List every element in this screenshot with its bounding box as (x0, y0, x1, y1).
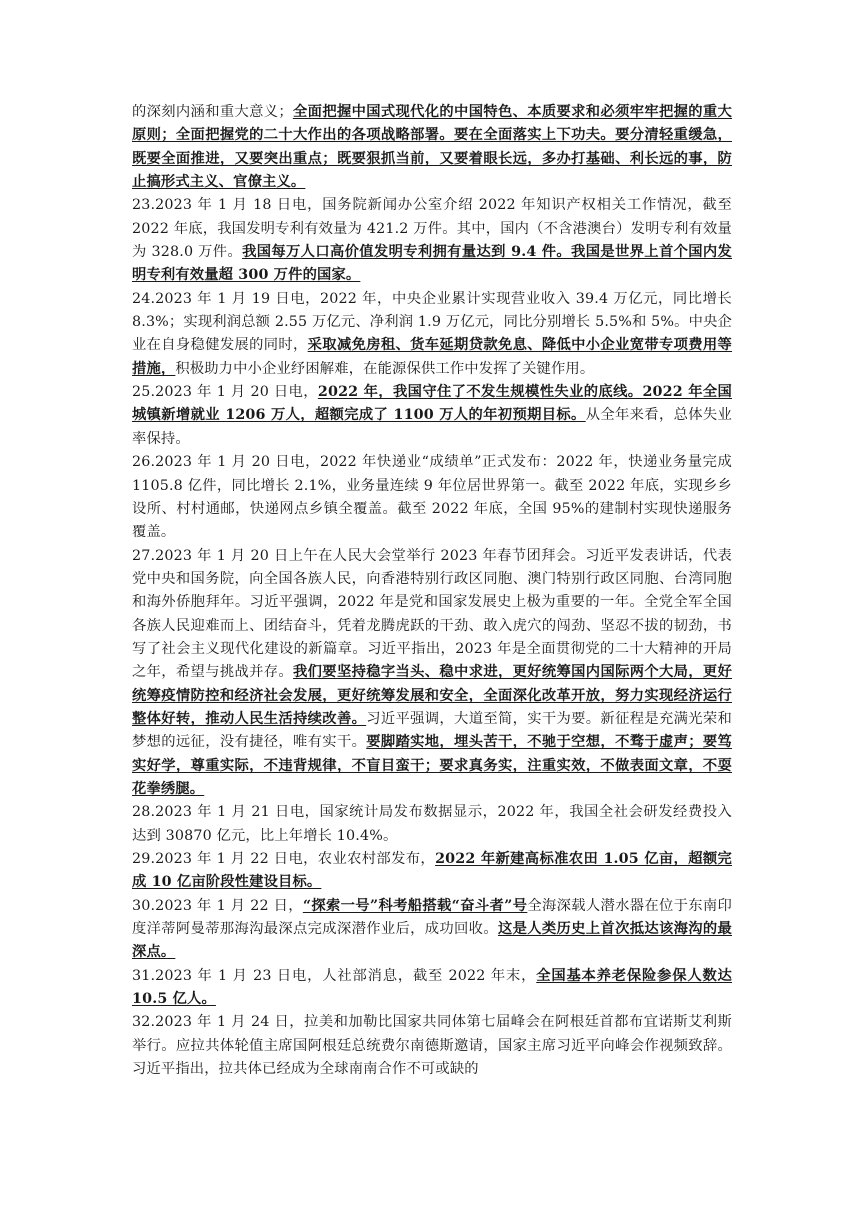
paragraph (132, 451, 732, 544)
emphasized-text: 采取减免房租、货车延期贷款免息、降低中小企业宽带专项费用等措施， (132, 337, 732, 377)
paragraph (132, 381, 732, 451)
paragraph (132, 194, 732, 287)
emphasized-text: 全国基本养老保险参保人数达 10.5 亿人。 (132, 967, 733, 1008)
body-text: 23.2023 年 1 月 18 日电，国务院新闻办公室介绍 2022 年知识产权相关工作情况，截至 2022 年底，我国发明专利有效量为 421.2 万件。其中，国内（不含港澳台）发明专利有效量为 328.0 万件。 (132, 197, 732, 261)
document-page (132, 101, 732, 1081)
paragraph (132, 895, 732, 965)
body-text: 29.2023 年 1 月 22 日电，农业农村部发布， (132, 851, 436, 867)
body-text: 28.2023 年 1 月 21 日电，国家统计局发布数据显示，2022 年，我国全社会研发经费投入达到 30870 亿元，比上年增长 10.4%。 (132, 804, 732, 844)
body-text: 32.2023 年 1 月 24 日，拉美和加勒比国家共同体第七届峰会在阿根廷首都布宜诺斯艾利斯举行。应拉共体轮值主席国阿根廷总统费尔南德斯邀请，国家主席习近平向峰会作视频致辞。习近平指出，拉共体已经成为全球南南合作不可或缺的 (132, 1014, 732, 1078)
body-text: 31.2023 年 1 月 23 日电，人社部消息，截至 2022 年末， (132, 967, 537, 984)
body-text: 从全年来看，总体失业率保持。 (132, 407, 732, 447)
body-text: 27.2023 年 1 月 20 日上午在人民大会堂举行 2023 年春节团拜会。习近平发表讲话，代表党中央和国务院，向全国各族人民，向香港特别行政区同胞、澳门特别行政区同胞、台湾同胞和海外侨胞拜年。习近平强调，2022 年是党和国家发展史上极为重要的一年。全党全军全国各族人民迎难而上、团结奋斗，凭着龙腾虎跃的干劲、敢入虎穴的闯劲、坚忍不拔的韧劲，书写了社会主义现代化建设的新篇章。习近平指出，2023 年是全面贯彻党的二十大精神的开局之年，希望与挑战并存。 (132, 547, 732, 681)
body-text: 26.2023 年 1 月 20 日电，2022 年快递业“成绩单”正式发布：2022 年，快递业务量完成 1105.8 亿件，同比增长 2.1%，业务量连续 9 年位居世界第一。截至 2022 年底，实现乡乡设所、村村通邮，快递网点乡镇全覆盖。截至 2022 年底，全国 95%的建制村实现快递服务覆盖。 (132, 454, 732, 541)
paragraph (132, 101, 732, 194)
paragraph (132, 965, 732, 1012)
emphasized-text: 这是人类历史上首次抵达该海沟的最深点。 (132, 921, 732, 961)
emphasized-text: 全面把握中国式现代化的中国特色、本质要求和必须牢牢把握的重大原则；全面把握党的二十大作出的各项战略部署。要在全面落实上下功夫。要分清轻重缓急，既要全面推进，又要突出重点；既要狠抓当前，又要着眼长远，多办打基础、利长远的事，防止搞形式主义、官僚主义。 (132, 104, 733, 191)
body-text: 积极助力中小企业纾困解难，在能源保供工作中发挥了关键作用。 (175, 360, 595, 377)
paragraph (132, 1011, 732, 1081)
body-text: 25.2023 年 1 月 20 日电， (132, 384, 318, 401)
body-text: 习近平强调，大道至简，实干为要。新征程是充满光荣和梦想的远征，没有捷径，唯有实干。 (132, 710, 732, 751)
body-text: 的深刻内涵和重大意义； (132, 104, 293, 120)
body-text: 30.2023 年 1 月 22 日， (132, 897, 303, 914)
emphasized-text: 我们要坚持稳字当头、稳中求进，更好统筹国内国际两个大局，更好统筹疫情防控和经济社会发展，更好统筹发展和安全，全面深化改革开放，努力实现经济运行整体好转，推动人民生活持续改善。 (132, 664, 732, 727)
paragraph (132, 848, 732, 895)
body-text: 24.2023 年 1 月 19 日电，2022 年，中央企业累计实现营业收入 39.4 万亿元，同比增长 8.3%；实现利润总额 2.55 万亿元、净利润 1.9 万亿元，同比分别增长 5.5%和 5%。中央企业在自身稳健发展的同时， (132, 290, 732, 354)
emphasized-text: 2022 年新建高标准农田 1.05 亿亩，超额完成 10 亿亩阶段性建设目标。 (132, 851, 732, 891)
paragraph (132, 545, 732, 802)
paragraph (132, 288, 732, 381)
body-text: 全海深载人潜水器在位于东南印度洋蒂阿曼蒂那海沟最深点完成深潜作业后，成功回收。 (132, 897, 732, 938)
emphasized-text: “探索一号”科考船搭载“奋斗者”号 (302, 897, 528, 914)
emphasized-text: 2022 年，我国守住了不发生规模性失业的底线。2022 年全国城镇新增就业 1206 万人，超额完成了 1100 万人的年初预期目标。 (132, 384, 732, 424)
paragraph (132, 801, 732, 848)
emphasized-text: 我国每万人口高价值发明专利拥有量达到 9.4 件。我国是世界上首个国内发明专利有效量超 300 万件的国家。 (132, 244, 732, 284)
emphasized-text: 要脚踏实地，埋头苦干，不驰于空想，不骛于虚声；要笃实好学，尊重实际，不违背规律，不盲目蛮干；要求真务实，注重实效，不做表面文章，不耍花拳绣腿。 (132, 734, 732, 797)
